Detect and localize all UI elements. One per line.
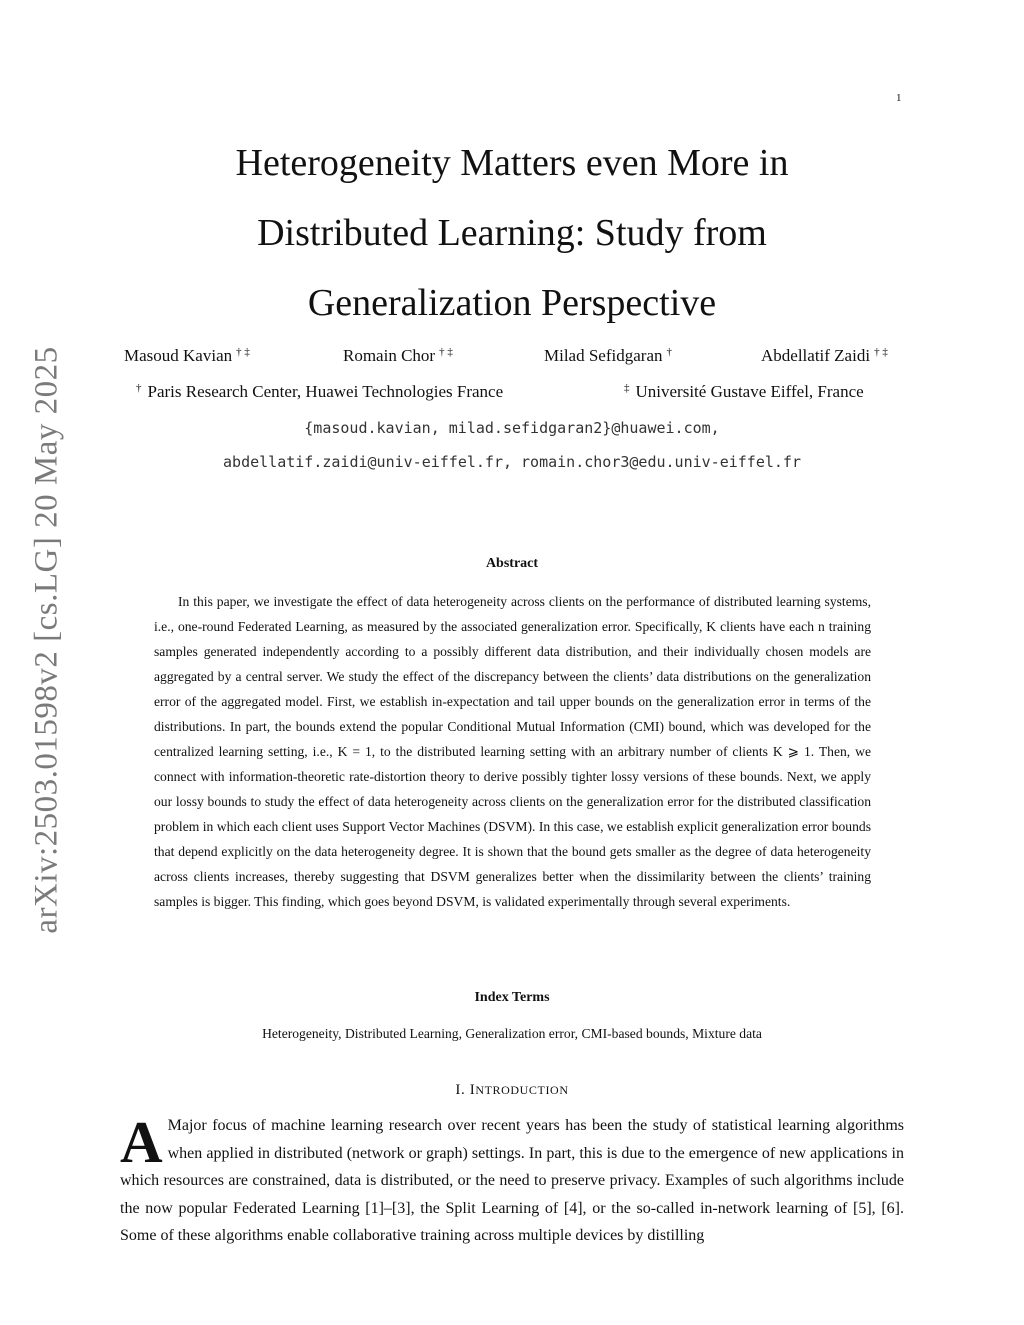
affiliation [136,382,503,402]
paper-title [0,128,1024,338]
author [124,346,250,366]
section-title-rest: NTRODUCTION [475,1083,569,1097]
author [761,346,888,366]
author-name: Milad Sefidgaran [544,346,663,365]
section-title-initial: I [469,1082,476,1098]
introduction-text [120,1109,904,1250]
index-terms-text: Heterogeneity, Distributed Learning, Generalization error, CMI-based bounds, Mixture data [262,1026,762,1041]
email-line: abdellatif.zaidi@univ-eiffel.fr, romain.chor3@edu.univ-eiffel.fr [223,453,801,471]
author-name: Masoud Kavian [124,346,233,365]
affiliation-text: Université Gustave Eiffel, France [635,382,864,401]
affiliation-mark: ‡ [624,382,630,394]
email-line: {masoud.kavian, milad.sefidgaran2}@huawei.com, [304,419,720,437]
author-name: Abdellatif Zaidi [761,346,871,365]
affiliation-marks: † [666,346,672,358]
author [544,346,672,366]
affiliation-marks: † ‡ [874,346,888,358]
author [343,346,453,366]
title-line: Generalization Perspective [307,282,717,324]
abstract-text: In this paper, we investigate the effect of data heterogeneity across clients on the performance of distributed learning systems, i.e., one-round Federated Learning, as measured by the associated generalization error. Specifically, K clients have each n training samples generated independently according to a possibly different data distribution, and their individually chosen models are aggregated by a central server. We study the effect of the discrepancy between the clients’ data distributions on the generalization error of the aggregated model. First, we establish in-expectation and tail upper bounds on the generalization error in terms of the distributions. In part, the bounds extend the popular Conditional Mutual Information (CMI) bound, which was developed for the centralized learning setting, i.e., K = 1, to the distributed learning setting with an arbitrary number of clients K ⩾ 1. Then, we connect with information-theoretic rate-distortion theory to derive possibly tighter lossy versions of these bounds. Next, we apply our lossy bounds to study the effect of data heterogeneity across clients on the generalization error for the distributed classification problem in which each client uses Support Vector Machines (DSVM). In this case, we establish explicit generalization error bounds that depend explicitly on the data heterogeneity degree. It is shown that the bound gets smaller as the degree of data heterogeneity across clients increases, thereby suggesting that DSVM generalizes better when the dissimilarity between the clients’ training samples is bigger. This finding, which goes beyond DSVM, is validated experimentally through several experiments. [154,594,871,909]
title-line: Distributed Learning: Study from [257,212,767,254]
arxiv-identifier-stamp: arXiv:2503.01598v2 [cs.LG] 20 May 2025 [28,346,65,934]
title-line: Heterogeneity Matters even More in [235,142,789,184]
drop-cap: A [120,1109,163,1175]
abstract-heading: Abstract [485,556,539,571]
affiliation-mark: † [136,382,142,394]
index-terms-heading: Index Terms [474,990,550,1005]
introduction-heading [0,1082,1024,1099]
introduction-paragraph: Major focus of machine learning research over recent years has been the study of statistical learning algorithms when applied in distributed (network or graph) settings. In part, this is due to the emergence of new applications in which resources are constrained, data is distributed, or the need to preserve privacy. Examples of such algorithms include the now popular Federated Learning [1]–[3], the Split Learning of [4], or the so-called in-network learning of [5], [6]. Some of these algorithms enable collaborative training across multiple devices by distilling [120,1117,904,1244]
affiliation-marks: † ‡ [439,346,453,358]
affiliation-text: Paris Research Center, Huawei Technologies France [147,382,504,401]
affiliation [624,382,864,402]
affiliation-marks: † ‡ [236,346,250,358]
page-number: 1 [896,92,902,104]
section-numeral: I. [455,1082,466,1098]
author-name: Romain Chor [343,346,436,365]
